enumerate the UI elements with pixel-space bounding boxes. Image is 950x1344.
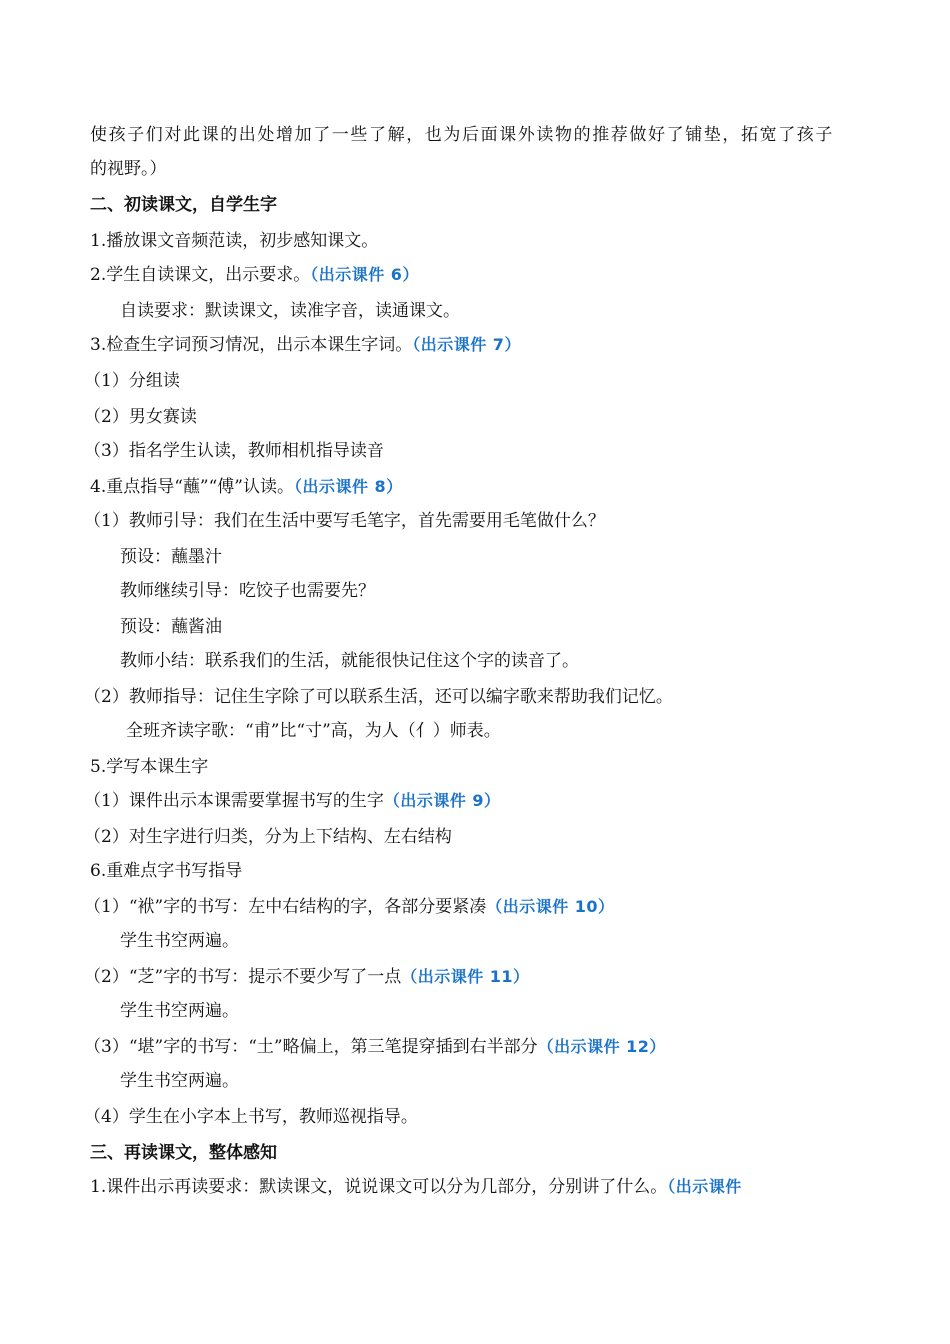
- step-6-item-2-note: 学生书空两遍。: [120, 1001, 239, 1021]
- courseware-ref-10: （出示课件 10）: [486, 897, 615, 916]
- section-3-heading: 三、再读课文，整体感知: [90, 1143, 277, 1163]
- step-3-item-1: （1）分组读: [84, 371, 180, 391]
- step-4-item-1-line-1: 预设：蘸墨汁: [120, 547, 222, 567]
- intro-paragraph: [90, 124, 890, 146]
- courseware-ref-12: （出示课件 12）: [537, 1037, 666, 1056]
- step-5-item-1-text: （1）课件出示本课需要掌握书写的生字: [84, 791, 384, 811]
- step-6-item-1-note: 学生书空两遍。: [120, 931, 239, 951]
- step-6-item-3-text: （3）“堪”字的书写：“土”略偏上，第三笔提穿插到右半部分: [84, 1037, 538, 1057]
- step-4-item-1-line-2: 教师继续引导：吃饺子也需要先？: [120, 581, 375, 601]
- section-2-heading: 二、初读课文，自学生字: [90, 195, 277, 215]
- step-3-item-2: （2）男女赛读: [84, 407, 197, 427]
- step-4-text: 4.重点指导“蘸”“傅”认读。: [90, 477, 294, 497]
- step-6: 6.重难点字书写指导: [90, 861, 243, 881]
- step-3-item-3: （3）指名学生认读，教师相机指导读音: [84, 441, 384, 461]
- step-5-item-1: [84, 790, 890, 812]
- courseware-ref-9: （出示课件 9）: [383, 791, 501, 810]
- step-2-note: 自读要求：默读课文，读准字音，读通课文。: [120, 301, 460, 321]
- step-6-item-2: [84, 966, 890, 988]
- step-1: 1.播放课文音频范读，初步感知课文。: [90, 231, 379, 251]
- step-4-item-2: （2）教师指导：记住生字除了可以联系生活，还可以编字歌来帮助我们记忆。: [84, 687, 673, 707]
- step-4-item-1-line-3: 预设：蘸酱油: [120, 617, 222, 637]
- step-2-text: 2.学生自读课文，出示要求。: [90, 265, 311, 285]
- step-6-item-1-text: （1）“袱”字的书写：左中右结构的字，各部分要紧凑: [84, 897, 487, 917]
- step-4-item-1: （1）教师引导：我们在生活中要写毛笔字，首先需要用毛笔做什么？: [84, 511, 605, 531]
- step-6-item-4: （4）学生在小字本上书写，教师巡视指导。: [84, 1107, 418, 1127]
- step-5-item-2: （2）对生字进行归类，分为上下结构、左右结构: [84, 827, 452, 847]
- courseware-ref-6: （出示课件 6）: [310, 265, 419, 284]
- courseware-ref-11: （出示课件 11）: [401, 967, 530, 986]
- intro-paragraph-end: [90, 158, 890, 180]
- step-2: [90, 264, 890, 286]
- step-4: [90, 476, 890, 498]
- courseware-ref-7: （出示课件 7）: [412, 335, 521, 354]
- step-4-item-1-line-4: 教师小结：联系我们的生活，就能很快记住这个字的读音了。: [120, 651, 579, 671]
- intro-line-2: 的视野。）: [90, 159, 167, 179]
- step-3: [90, 334, 890, 356]
- step-6-item-1: [84, 896, 890, 918]
- intro-line-1: 使孩子们对此课的出处增加了一些了解，也为后面课外读物的推荐做好了铺垫，拓宽了孩子: [90, 125, 834, 145]
- step-6-item-3: [84, 1036, 890, 1058]
- step-4-item-2-line: 全班齐读字歌：“甫”比“寸”高，为人（亻）师表。: [126, 721, 501, 741]
- courseware-ref-pending: （出示课件: [667, 1177, 742, 1196]
- section-3-step-1-text: 1.课件出示再读要求：默读课文，说说课文可以分为几部分，分别讲了什么。: [90, 1177, 668, 1197]
- step-3-text: 3.检查生字词预习情况，出示本课生字词。: [90, 335, 413, 355]
- step-6-item-3-note: 学生书空两遍。: [120, 1071, 239, 1091]
- step-5: 5.学写本课生字: [90, 757, 209, 777]
- step-6-item-2-text: （2）“芝”字的书写：提示不要少写了一点: [84, 967, 402, 987]
- courseware-ref-8: （出示课件 8）: [293, 477, 403, 496]
- section-3-step-1: [90, 1176, 890, 1198]
